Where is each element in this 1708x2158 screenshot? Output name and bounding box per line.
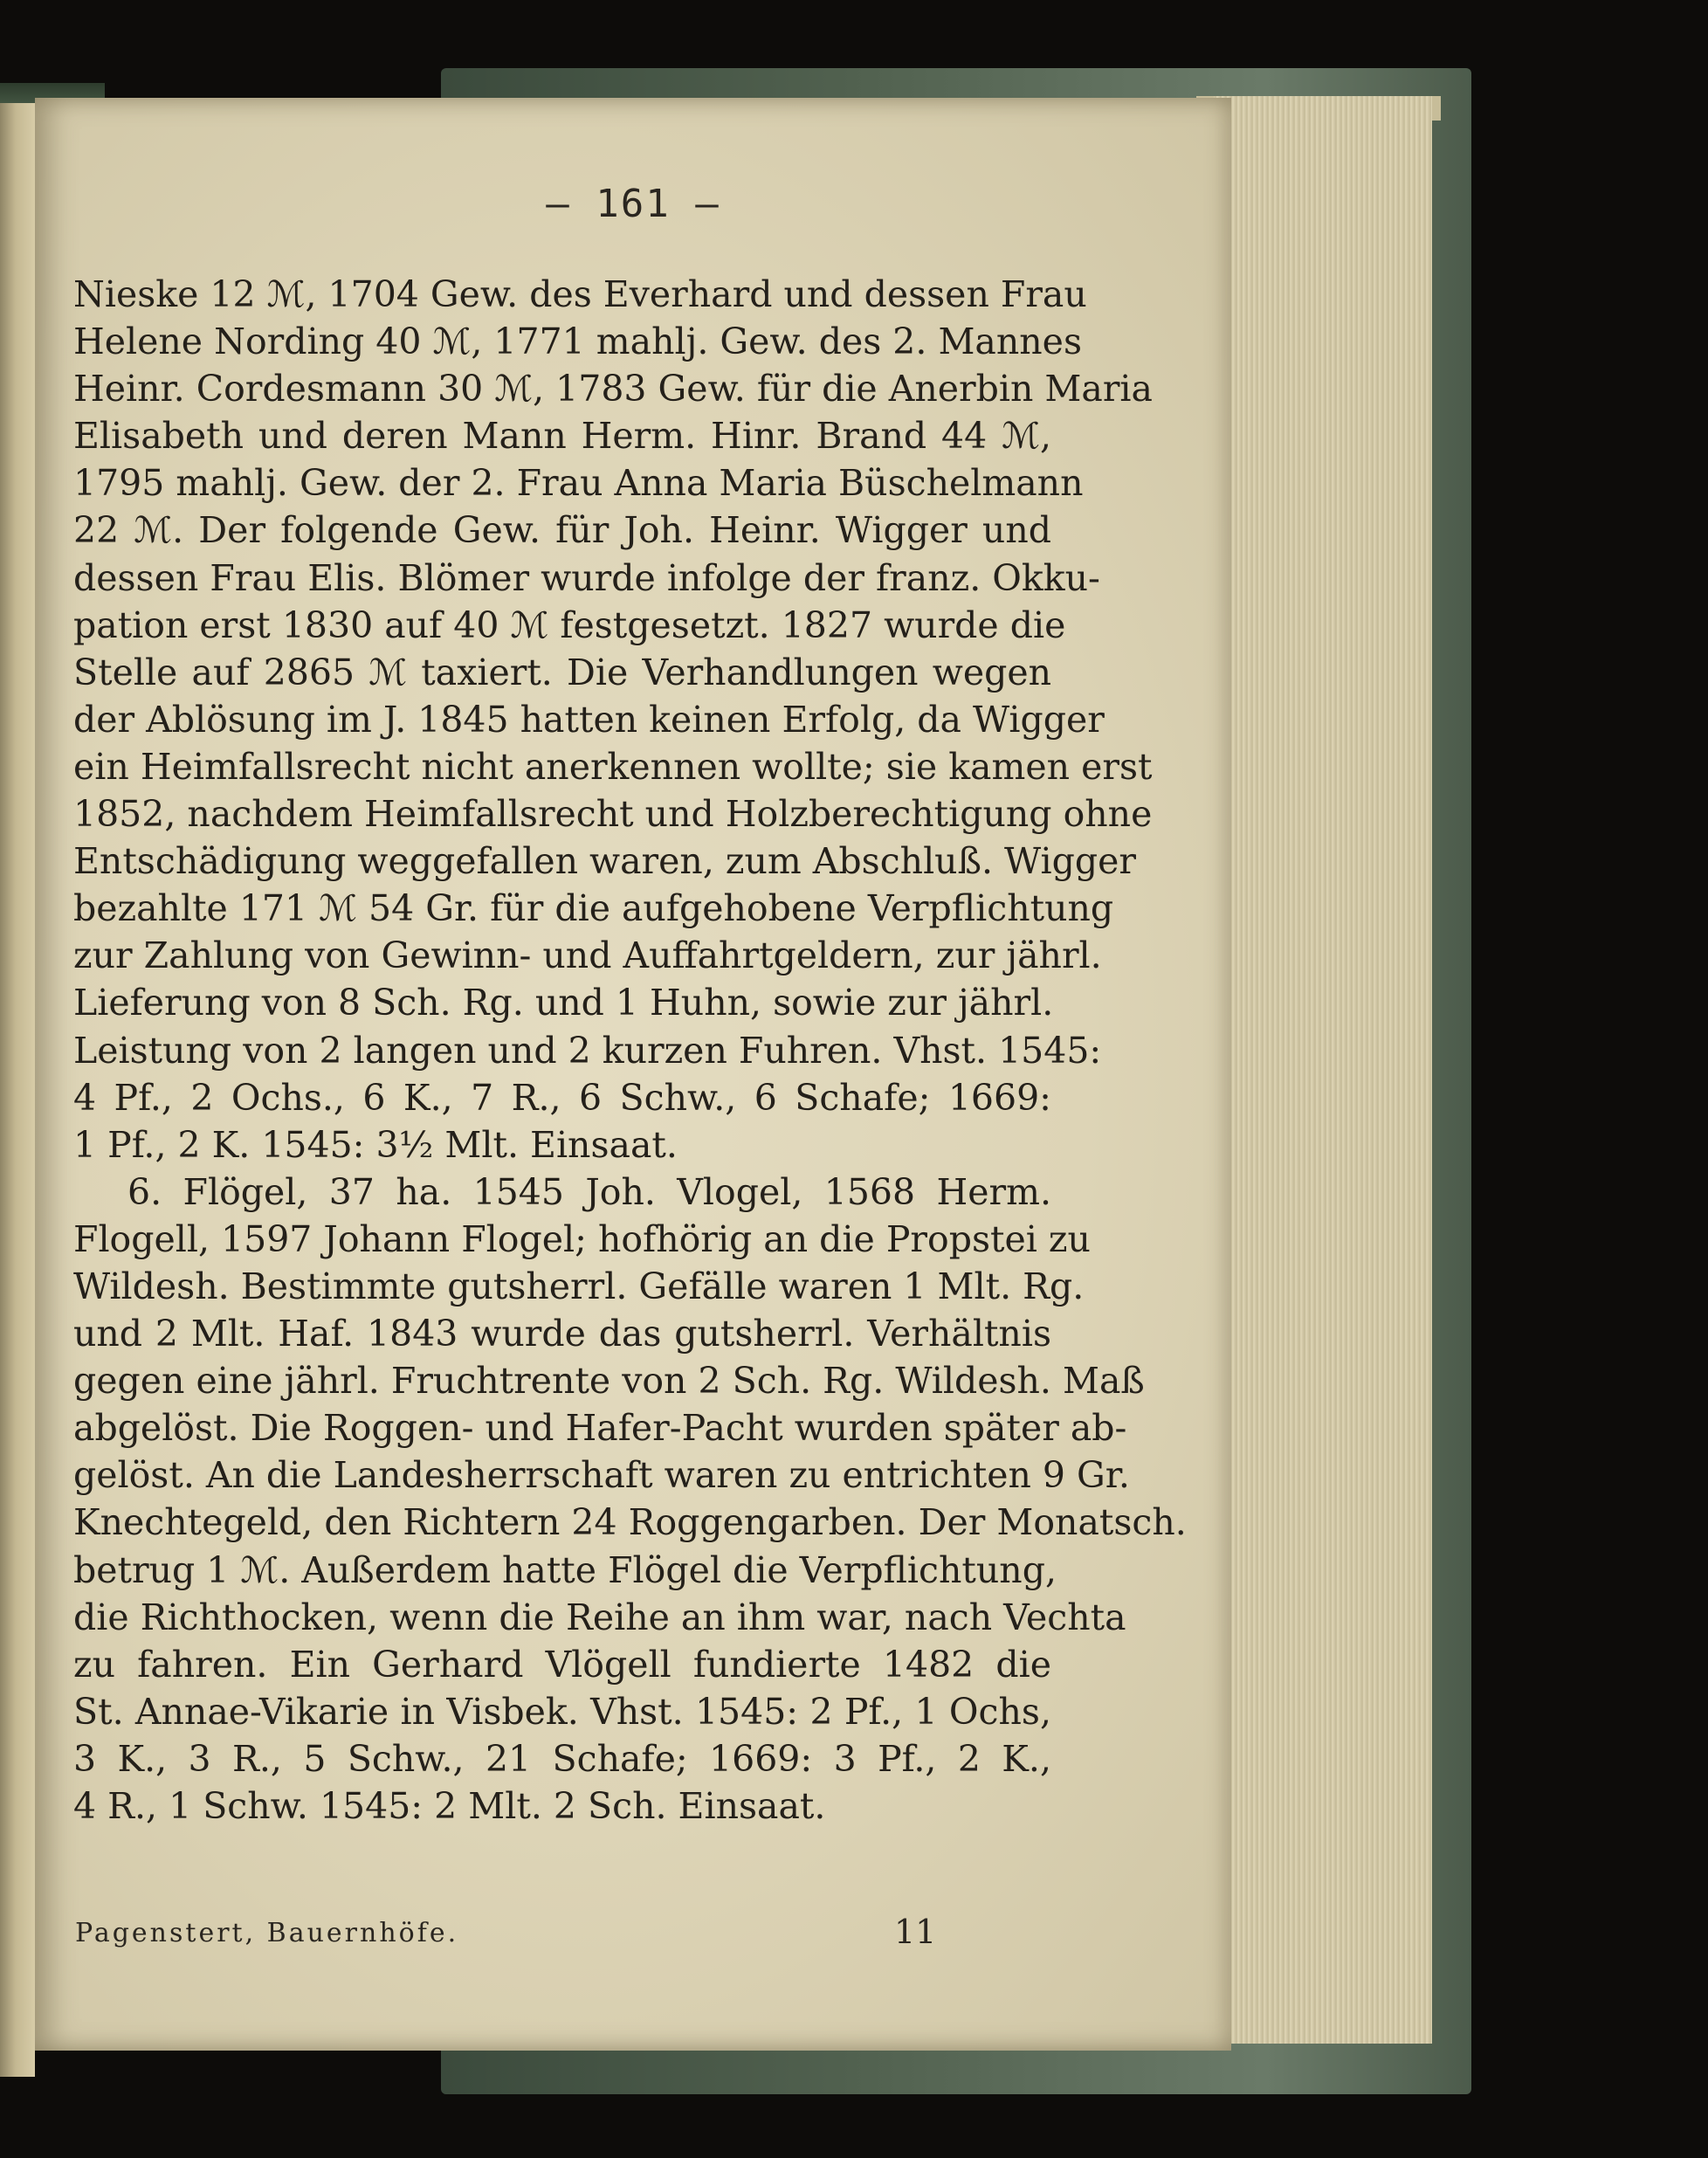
- text-line: St. Annae-Vikarie in Visbek. Vhst. 1545: 2 Pf., 1 Ochs,: [73, 1690, 1051, 1733]
- text-line: Lieferung von 8 Sch. Rg. und 1 Huhn, sowie zur jährl.: [73, 982, 1054, 1024]
- text-line: Flogell, 1597 Johann Flogel; hofhörig an die Propstei zu: [73, 1217, 1091, 1260]
- text-line: Helene Nording 40 ℳ, 1771 mahlj. Gew. des 2. Mannes: [73, 321, 1082, 363]
- text-line: bezahlte 171 ℳ 54 Gr. für die aufgehobene Verpflichtung: [73, 887, 1114, 930]
- text-line: Entschädigung weggefallen waren, zum Abschluß. Wigger: [73, 840, 1136, 883]
- text-line: 4 R., 1 Schw. 1545: 2 Mlt. 2 Sch. Einsaat.: [73, 1785, 826, 1827]
- text-line: Wildesh. Bestimmte gutsherrl. Gefälle waren 1 Mlt. Rg.: [73, 1265, 1085, 1307]
- text-line: gegen eine jährl. Fruchtrente von 2 Sch. Rg. Wildesh. Maß: [73, 1360, 1145, 1403]
- left-facing-page: [0, 103, 35, 2077]
- text-line: die Richthocken, wenn die Reihe an ihm war, nach Vechta: [73, 1596, 1126, 1638]
- text-line: Heinr. Cordesmann 30 ℳ, 1783 Gew. für die Anerbin Maria: [73, 368, 1153, 410]
- body-text: [73, 271, 1187, 1830]
- text-line: Knechtegeld, den Richtern 24 Roggengarben. Der Monatsch.: [73, 1501, 1187, 1544]
- text-line: 1795 mahlj. Gew. der 2. Frau Anna Maria Büschelmann: [73, 462, 1084, 505]
- text-line: pation erst 1830 auf 40 ℳ festgesetzt. 1827 wurde die: [73, 603, 1066, 646]
- text-line: gelöst. An die Landesherrschaft waren zu entrichten 9 Gr.: [73, 1454, 1130, 1497]
- text-line: 1852, nachdem Heimfallsrecht und Holzberechtigung ohne: [73, 793, 1153, 836]
- footer-signature-number: 11: [894, 1913, 937, 1951]
- text-line: Nieske 12 ℳ, 1704 Gew. des Everhard und dessen Frau: [73, 273, 1087, 315]
- text-line: 1 Pf., 2 K. 1545: 3½ Mlt. Einsaat.: [73, 1123, 678, 1166]
- page-header: — 161 —: [546, 182, 720, 226]
- text-line: dessen Frau Elis. Blömer wurde infolge der franz. Okku-: [73, 556, 1100, 599]
- page-block-edges: [1214, 96, 1432, 2044]
- text-line: Elisabeth und deren Mann Herm. Hinr. Brand 44 ℳ,: [73, 415, 1051, 458]
- text-line: betrug 1 ℳ. Außerdem hatte Flögel die Verpflichtung,: [73, 1548, 1057, 1591]
- text-line: und 2 Mlt. Haf. 1843 wurde das gutsherrl. Verhältnis: [73, 1313, 1051, 1355]
- text-line: 3 K., 3 R., 5 Schw., 21 Schafe; 1669: 3 Pf., 2 K.,: [73, 1737, 1051, 1780]
- footer-author-title: Pagenstert, Bauernhöfe.: [75, 1918, 459, 1948]
- text-line: zur Zahlung von Gewinn- und Auffahrtgeldern, zur jährl.: [73, 934, 1102, 977]
- page-footer: [75, 1913, 1053, 1962]
- book-page: [35, 98, 1231, 2051]
- text-line: der Ablösung im J. 1845 hatten keinen Erfolg, da Wigger: [73, 698, 1105, 741]
- text-line: ein Heimfallsrecht nicht anerkennen wollte; sie kamen erst: [73, 745, 1153, 788]
- text-line: zu fahren. Ein Gerhard Vlögell fundierte 1482 die: [73, 1643, 1051, 1686]
- text-line: Stelle auf 2865 ℳ taxiert. Die Verhandlungen wegen: [73, 651, 1051, 693]
- text-line: abgelöst. Die Roggen- und Hafer-Pacht wurden später ab-: [73, 1407, 1127, 1450]
- text-line: 22 ℳ. Der folgende Gew. für Joh. Heinr. Wigger und: [73, 509, 1051, 552]
- text-line: 4 Pf., 2 Ochs., 6 K., 7 R., 6 Schw., 6 Schafe; 1669:: [73, 1076, 1051, 1119]
- text-line: Leistung von 2 langen und 2 kurzen Fuhren. Vhst. 1545:: [73, 1029, 1102, 1072]
- paragraph-start-line: 6. Flögel, 37 ha. 1545 Joh. Vlogel, 1568 Herm.: [127, 1170, 1051, 1213]
